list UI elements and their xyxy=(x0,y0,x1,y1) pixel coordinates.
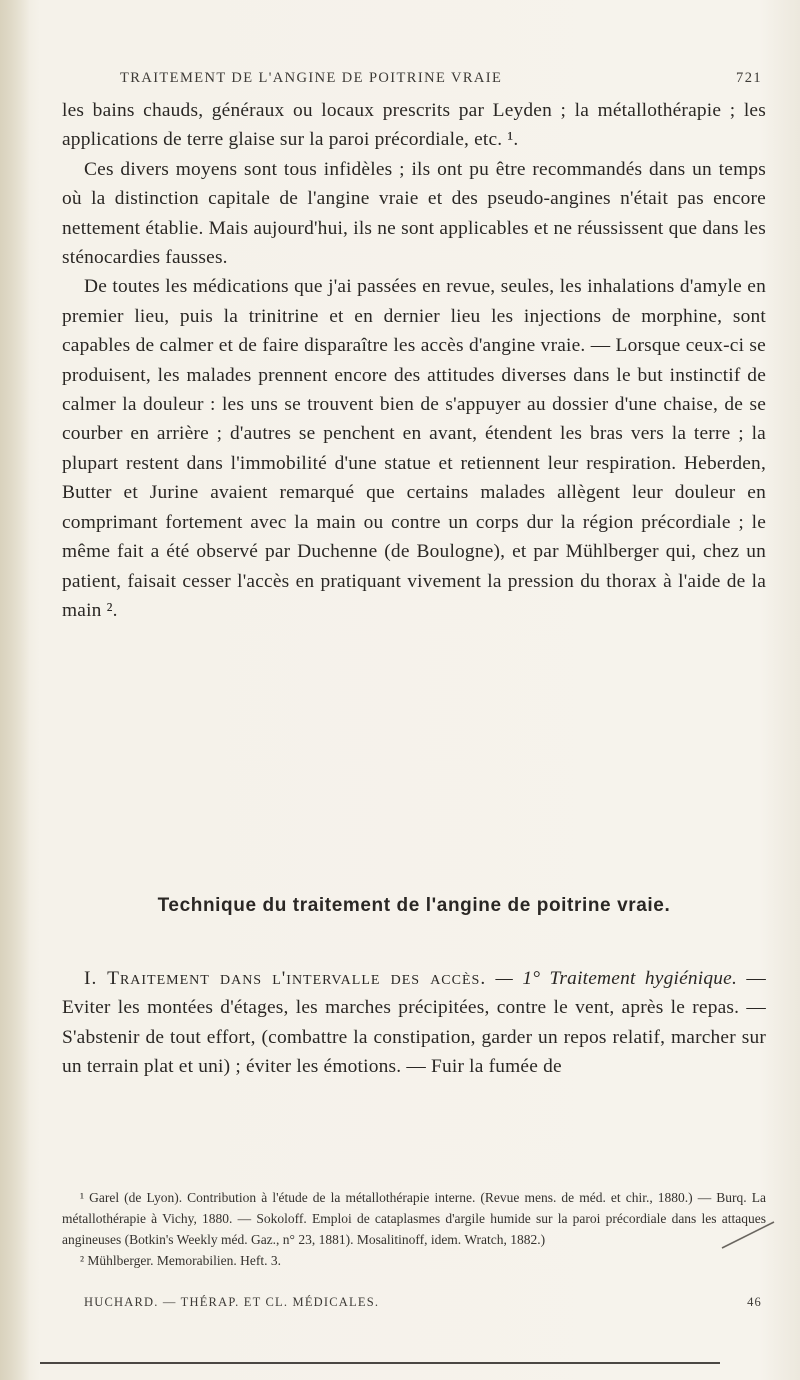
footnote-1: ¹ Garel (de Lyon). Contribution à l'étude de la métallothérapie interne. (Revue mens. de méd. et chir., 1880.) — Burq. La métallothérapie à Vichy, 1880. — Sokoloff. Emploi de cataplasmes d'argile humide sur la paroi précordiale dans les attaques angineuses (Botkin's Weekly méd. Gaz., n° 23, 1881). Mosalitinoff, idem. Wratch, 1882.) xyxy=(62,1190,766,1247)
binding-shadow xyxy=(0,0,30,1380)
signature-text: HUCHARD. — THÉRAP. ET CL. MÉDICALES. xyxy=(84,1295,380,1309)
paragraph-1: les bains chauds, généraux ou locaux prescrits par Leyden ; la métallothérapie ; les applications de terre glaise sur la paroi précordiale, etc. ¹. xyxy=(62,100,766,151)
footnotes xyxy=(62,1187,766,1271)
section-text: — Eviter les montées d'étages, les marches précipitées, contre le vent, après le repas. — S'abstenir de tout effort, (combattre la constipation, garder un repos relatif, marcher sur un terrain plat et uni) ; éviter les émotions. — Fuir la fumée de xyxy=(62,968,766,1078)
section-paragraph xyxy=(62,964,766,1082)
bottom-rule xyxy=(40,1362,720,1364)
footnote-2: ² Mühlberger. Memorabilien. Heft. 3. xyxy=(80,1253,282,1268)
paragraph-3: De toutes les médications que j'ai passées en revue, seules, les inhalations d'amyle en premier lieu, puis la trinitrine et en dernier lieu les injections de morphine, sont capables de calmer et de faire disparaître les accès d'angine vraie. — Lorsque ceux-ci se produisent, les malades prennent encore des attitudes diverses dans le but instinctif de calmer la douleur : les uns se trouvent bien de s'appuyer au dossier d'une chaise, de se courber en arrière ; d'autres se penchent en avant, étendent les bras vers la terre ; la plupart restent dans l'immobilité d'une statue et retiennent leur respiration. Heberden, Butter et Jurine avaient remarqué que certains malades allègent leur douleur en comprimant fortement avec la main ou contre un corps dur la région précordiale ; le même fait a été observé par Duchenne (de Boulogne), et par Mühlberger qui, chez un patient, faisait cesser l'accès en pratiquant vivement la pression du thorax à l'aide de la main ². xyxy=(62,276,766,621)
running-title: TRAITEMENT DE L'ANGINE DE POITRINE VRAIE xyxy=(120,70,503,86)
signature-line xyxy=(84,1295,762,1310)
signature-number: 46 xyxy=(747,1295,762,1309)
section-lead-sub: — 1° Traitement hygiénique. xyxy=(495,968,738,989)
page-number: 721 xyxy=(736,70,762,86)
body-text xyxy=(62,96,766,625)
section-lead-caps: I. Traitement dans l'intervalle des accès. xyxy=(84,968,487,989)
pencil-mark-icon xyxy=(718,1218,778,1254)
paragraph-2: Ces divers moyens sont tous infidèles ; ils ont pu être recommandés dans un temps où la distinction capitale de l'angine vraie et des pseudo-angines n'était pas encore nettement établie. Mais aujourd'hui, ils ne sont applicables et ne réussissent que dans les sténocardies fausses. xyxy=(62,158,766,269)
running-head xyxy=(120,70,762,87)
section-title: Technique du traitement de l'angine de poitrine vraie. xyxy=(157,895,671,916)
